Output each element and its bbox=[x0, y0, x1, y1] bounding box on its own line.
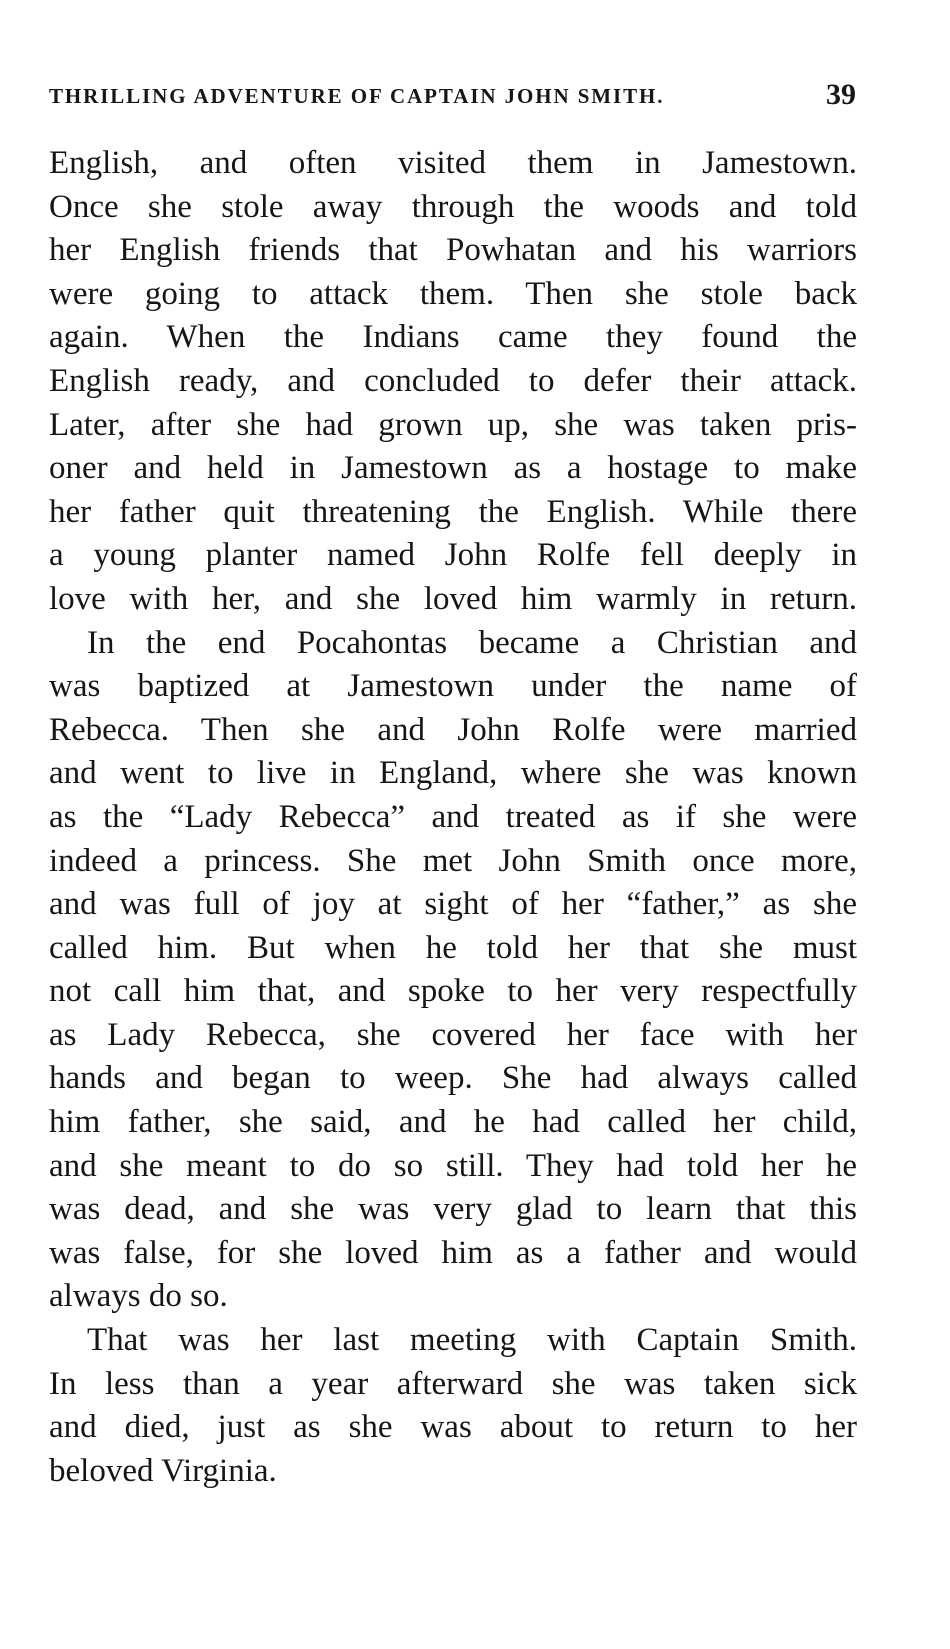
page-number: 39 bbox=[826, 78, 856, 111]
text-line: her father quit threatening the English. While there bbox=[49, 493, 857, 530]
text-line: and was full of joy at sight of her “father,” as she bbox=[49, 886, 857, 923]
text-line: a young planter named John Rolfe fell deeply in bbox=[49, 537, 857, 574]
text-line: hands and began to weep. She had always called bbox=[49, 1060, 857, 1097]
text-line: and died, just as she was about to return to her bbox=[49, 1409, 857, 1446]
paragraph-3 bbox=[49, 1319, 857, 1493]
text-line: as Lady Rebecca, she covered her face with her bbox=[49, 1016, 857, 1053]
text-line: and she meant to do so still. They had told her he bbox=[49, 1147, 857, 1184]
text-line: again. When the Indians came they found the bbox=[49, 319, 857, 356]
text-line: was dead, and she was very glad to learn that this bbox=[49, 1191, 857, 1228]
text-line: Once she stole away through the woods and told bbox=[49, 188, 857, 225]
text-line: Later, after she had grown up, she was taken pris- bbox=[49, 406, 857, 443]
text-line: not call him that, and spoke to her very respectfully bbox=[49, 973, 857, 1010]
text-line: In the end Pocahontas became a Christian and bbox=[87, 624, 857, 661]
text-line: always do so. bbox=[49, 1278, 228, 1315]
text-line: English, and often visited them in Jamestown. bbox=[49, 145, 857, 181]
text-line: beloved Virginia. bbox=[49, 1452, 277, 1489]
body-text bbox=[49, 142, 857, 1493]
text-line: English ready, and concluded to defer their attack. bbox=[49, 362, 857, 399]
text-line: were going to attack them. Then she stole back bbox=[49, 275, 857, 312]
text-line: Rebecca. Then she and John Rolfe were married bbox=[49, 711, 857, 748]
running-title: THRILLING ADVENTURE OF CAPTAIN JOHN SMITH. bbox=[49, 84, 665, 108]
paragraph-1 bbox=[49, 142, 857, 622]
text-line: love with her, and she loved him warmly in return. bbox=[49, 580, 857, 617]
text-line: was baptized at Jamestown under the name of bbox=[49, 668, 857, 705]
running-head bbox=[49, 78, 856, 112]
text-line: called him. But when he told her that she must bbox=[49, 929, 857, 966]
text-line: That was her last meeting with Captain Smith. bbox=[87, 1322, 857, 1359]
text-line: her English friends that Powhatan and his warriors bbox=[49, 232, 857, 269]
text-line: and went to live in England, where she was known bbox=[49, 755, 857, 792]
text-line: oner and held in Jamestown as a hostage to make bbox=[49, 450, 857, 487]
text-line: as the “Lady Rebecca” and treated as if she were bbox=[49, 798, 857, 835]
text-line: In less than a year afterward she was taken sick bbox=[49, 1365, 857, 1402]
paragraph-2 bbox=[49, 622, 857, 1320]
text-line: him father, she said, and he had called her child, bbox=[49, 1104, 857, 1141]
text-line: was false, for she loved him as a father and would bbox=[49, 1234, 857, 1271]
text-line: indeed a princess. She met John Smith once more, bbox=[49, 842, 857, 879]
